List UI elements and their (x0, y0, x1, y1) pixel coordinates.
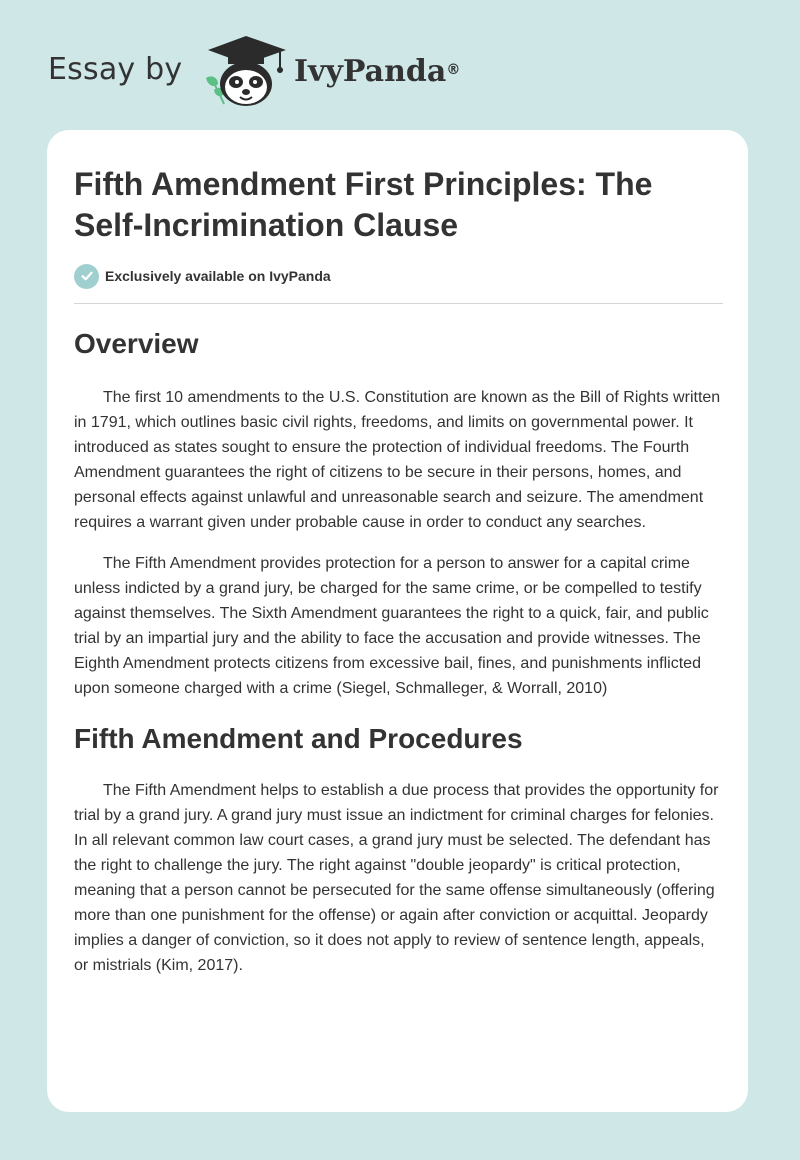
exclusive-badge-label: Exclusively available on IvyPanda (105, 268, 331, 284)
site-header (0, 0, 800, 130)
paragraph: The Fifth Amendment provides protection for a person to answer for a capital crime unless indicted by a grand jury, be charged for the same crime, or be compelled to testify against themselves. The Sixth Amendment guarantees the right to a quick, fair, and public trial by an impartial jury and the ability to face the accusation and provide witnesses. The Eighth Amendment protects citizens from excessive bail, fines, and punishments inflicted upon someone charged with a crime (Siegel, Schmalleger, & Worrall, 2010) (74, 555, 709, 697)
essay-card (47, 130, 748, 1112)
exclusive-badge (74, 263, 331, 289)
registered-mark: ® (446, 62, 461, 78)
essay-body (74, 324, 723, 978)
section-heading-fifth-amendment-procedures: Fifth Amendment and Procedures (74, 723, 523, 754)
check-circle-icon (74, 264, 99, 289)
ivypanda-brand-name[interactable] (294, 54, 460, 90)
divider (74, 303, 723, 304)
essay-by-label: Essay by (48, 52, 183, 87)
brand-text: IvyPanda (294, 54, 447, 89)
section-heading-overview: Overview (74, 328, 199, 359)
paragraph: The Fifth Amendment helps to establish a due process that provides the opportunity for trial by a grand jury. A grand jury must issue an indictment for criminal charges for felonies. In all relevant common law court cases, a grand jury must be selected. The defendant has the right to challenge the jury. The right against "double jeopardy" is critical protection, meaning that a person cannot be persecuted for the same offense simultaneously (offering more than one punishment for the offense) or again after conviction or acquittal. Jeopardy implies a danger of conviction, so it does not apply to review of sentence length, appeals, or mistrials (Kim, 2017). (74, 782, 719, 974)
paragraph: The first 10 amendments to the U.S. Constitution are known as the Bill of Rights written in 1791, which outlines basic civil rights, freedoms, and limits on governmental power. It introduced as states sought to ensure the protection of individual freedoms. The Fourth Amendment guarantees the right of citizens to be secure in their persons, homes, and personal effects against unlawful and unreasonable search and seizure. The amendment requires a warrant given under probable cause in order to conduct any searches. (74, 389, 721, 531)
ivypanda-logo-icon[interactable] (200, 34, 292, 110)
essay-title: Fifth Amendment First Principles: The Self-Incrimination Clause (74, 166, 653, 243)
